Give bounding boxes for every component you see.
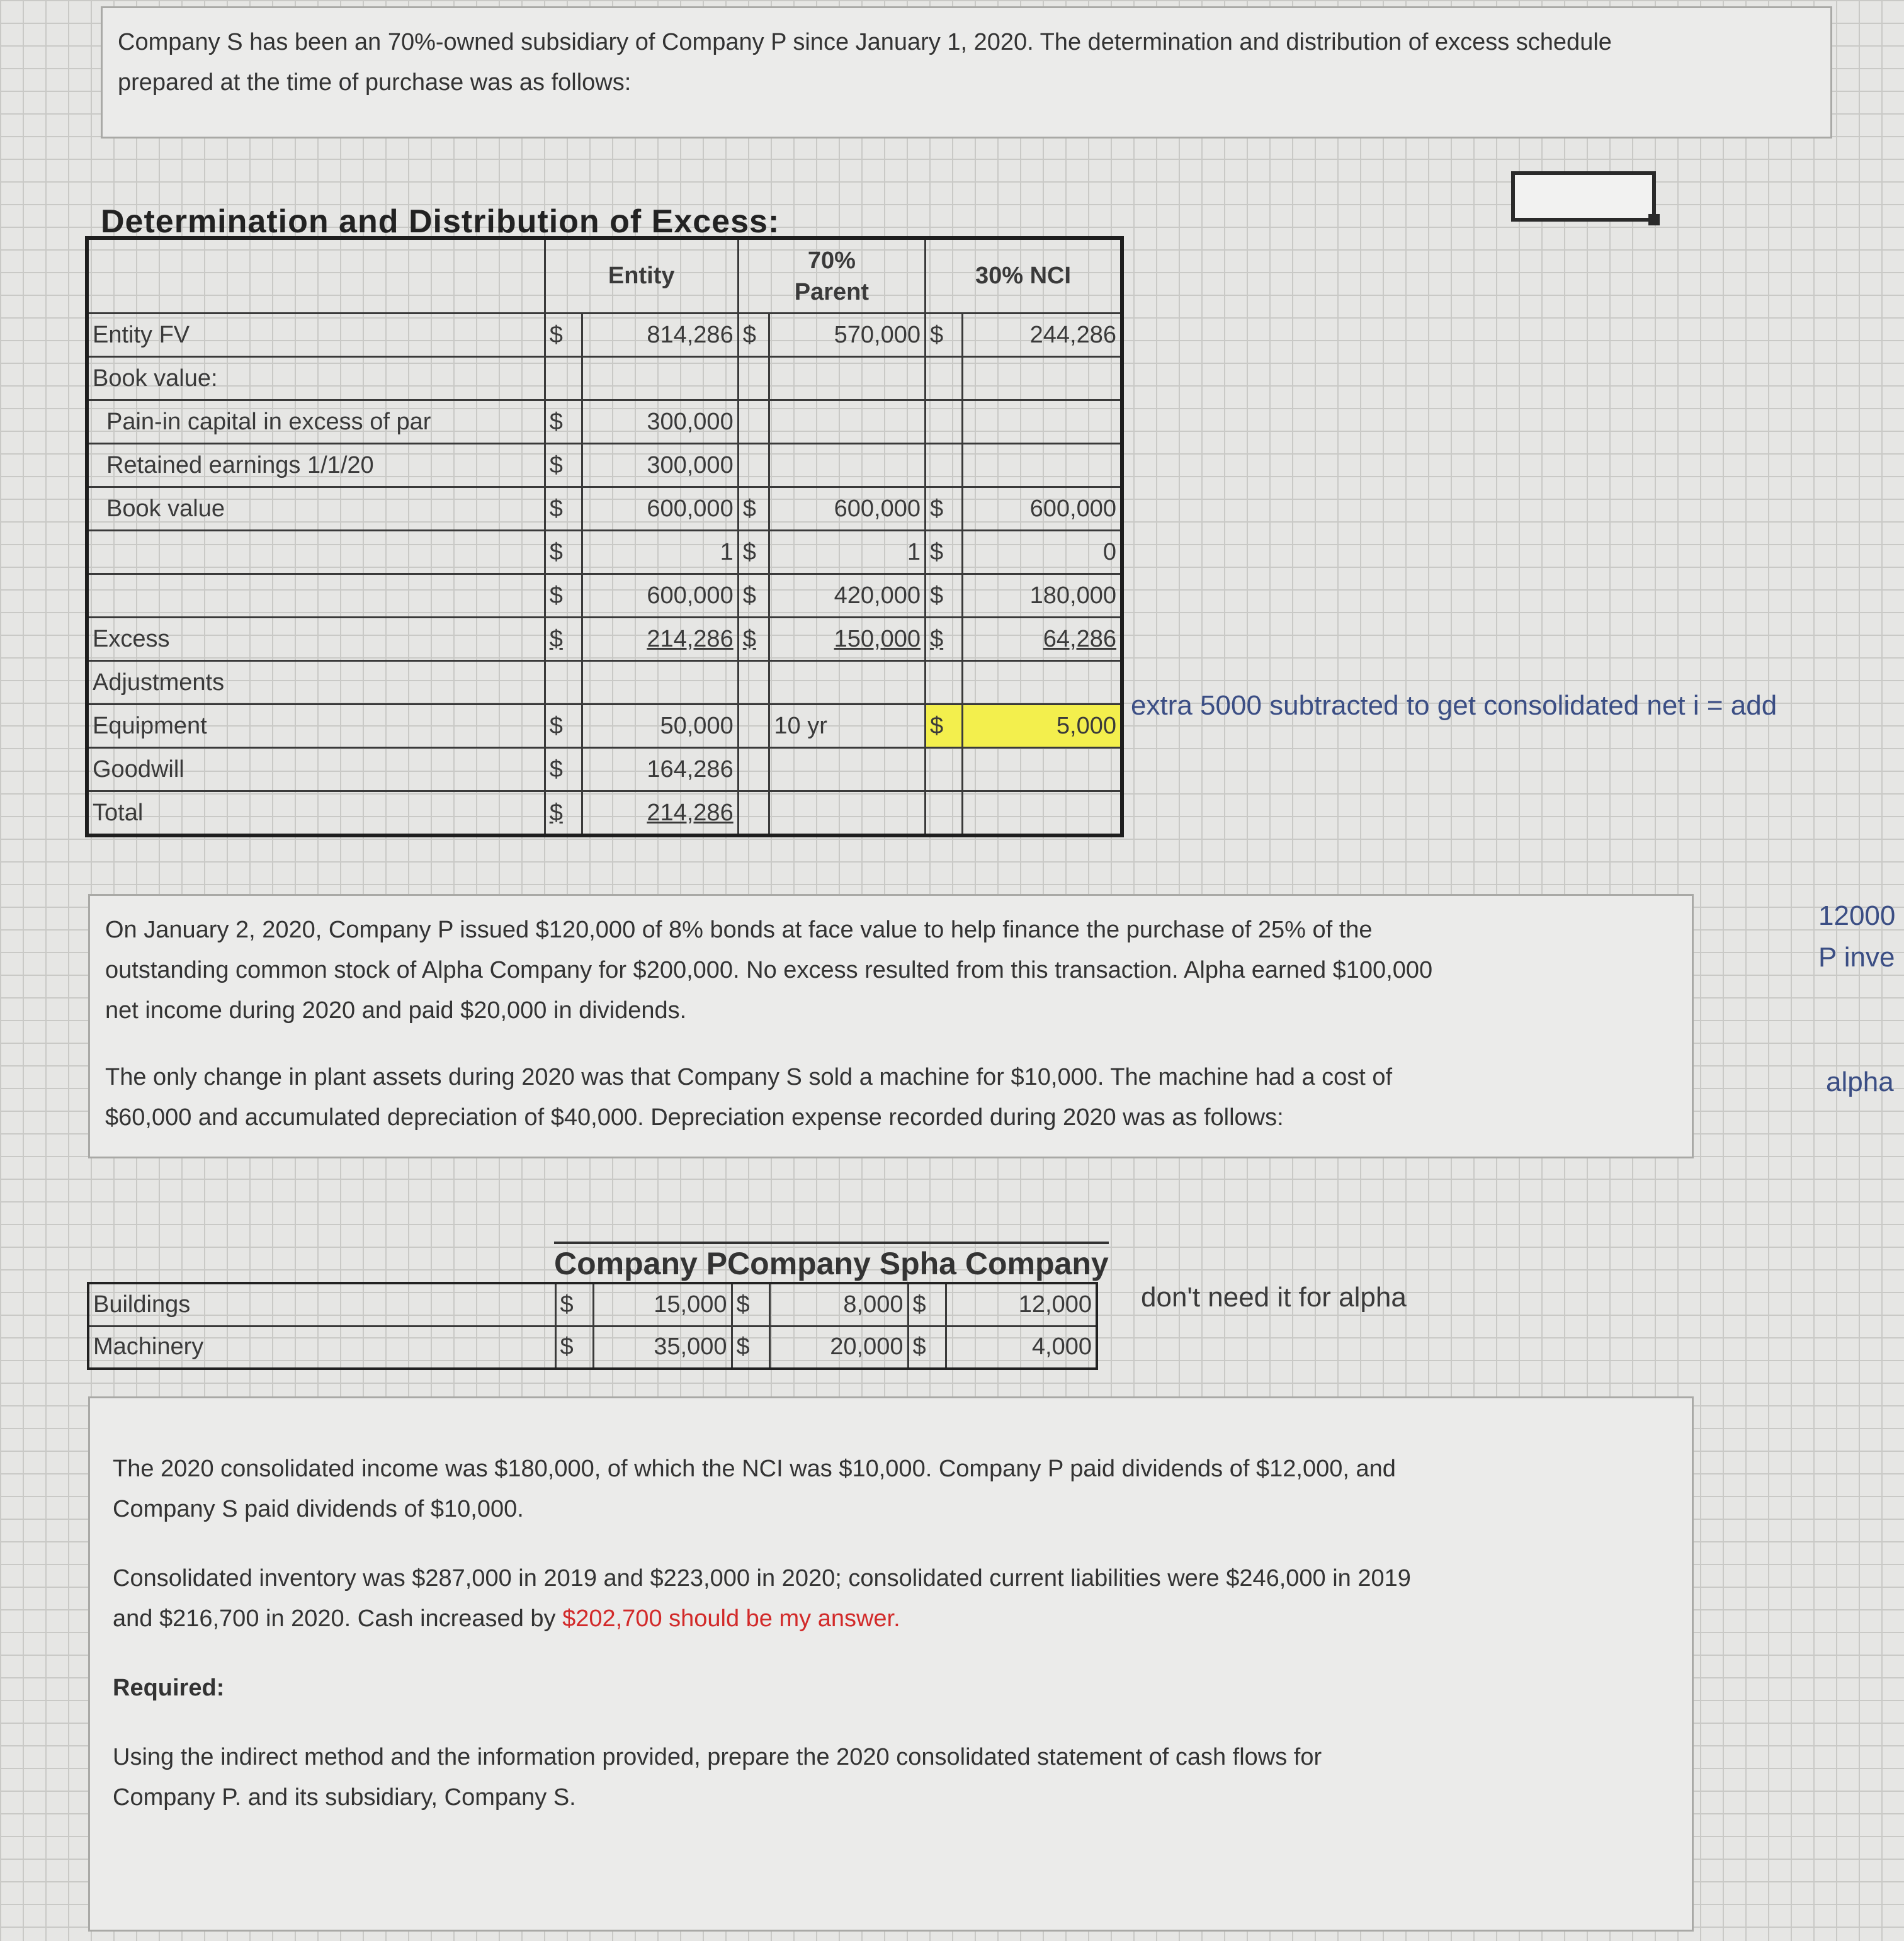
alpha-line-4: The only change in plant assets during 2020 was that Company S sold a machine for $10,000. The machine had a cost of [105,1064,1393,1090]
company-p-value[interactable]: 35,000 [593,1326,732,1369]
nci-value[interactable]: 0 [963,531,1121,574]
company-p-currency[interactable]: $ [555,1283,593,1326]
determination-row [88,661,1121,705]
header-entity[interactable]: Entity [545,239,738,314]
header-parent[interactable] [738,239,925,314]
asset-label[interactable]: Machinery [88,1326,555,1369]
side-note-p-inve: P inve [1818,942,1895,973]
nci-currency[interactable]: $ [926,705,963,748]
alpha-currency[interactable]: $ [908,1283,946,1326]
nci-currency[interactable]: $ [926,487,963,531]
determination-row [88,444,1121,487]
row-label[interactable]: Total [88,791,545,835]
final-textbox[interactable] [88,1396,1694,1932]
entity-currency[interactable]: $ [545,314,582,357]
entity-currency[interactable]: $ [545,574,582,618]
row-label[interactable]: Goodwill [88,748,545,791]
parent-value[interactable] [769,791,926,835]
determination-row [88,574,1121,618]
parent-currency[interactable] [738,661,769,705]
nci-value[interactable]: 5,000 [963,705,1121,748]
parent-currency[interactable]: $ [738,574,769,618]
parent-currency[interactable] [738,444,769,487]
alpha-line-2: outstanding common stock of Alpha Company for $200,000. No excess resulted from this transaction. Alpha earned $100,000 [105,957,1433,983]
parent-currency[interactable]: $ [738,487,769,531]
parent-value[interactable] [769,400,926,444]
row-label[interactable]: Equipment [88,705,545,748]
company-p-currency[interactable]: $ [555,1326,593,1369]
nci-value[interactable] [963,748,1121,791]
side-note-12000: 12000 [1818,900,1896,931]
company-s-value[interactable]: 20,000 [769,1326,908,1369]
alpha-line-3: net income during 2020 and paid $20,000 in dividends. [105,997,687,1024]
entity-currency[interactable]: $ [545,444,582,487]
alpha-value[interactable]: 12,000 [946,1283,1097,1326]
nci-currency[interactable]: $ [926,574,963,618]
row-label[interactable]: Pain-in capital in excess of par [88,400,545,444]
row-label[interactable]: Adjustments [88,661,545,705]
depreciation-row [88,1283,1097,1326]
row-label[interactable]: Book value: [88,357,545,400]
parent-value[interactable]: 150,000 [769,618,926,661]
determination-row [88,531,1121,574]
parent-currency[interactable]: $ [738,531,769,574]
row-label[interactable]: Excess [88,618,545,661]
nci-value[interactable] [963,791,1121,835]
parent-currency[interactable]: $ [738,314,769,357]
entity-value[interactable]: 300,000 [582,444,739,487]
row-label[interactable] [88,531,545,574]
header-parent-pct: 70% [807,247,856,274]
nci-value[interactable]: 180,000 [963,574,1121,618]
determination-table [87,238,1122,835]
parent-currency[interactable] [738,400,769,444]
parent-value[interactable]: 1 [769,531,926,574]
final-line-4-text: and $216,700 in 2020. Cash increased by [113,1605,563,1632]
nci-value[interactable] [963,444,1121,487]
entity-currency[interactable]: $ [545,400,582,444]
entity-value[interactable]: 50,000 [582,705,739,748]
determination-row [88,748,1121,791]
nci-currency[interactable] [926,400,963,444]
company-p-value[interactable]: 15,000 [593,1283,732,1326]
final-line-2: Company S paid dividends of $10,000. [113,1496,524,1522]
depreciation-header-text: Company PCompany Spha Company [554,1246,1109,1281]
nci-currency[interactable]: $ [926,314,963,357]
nci-currency[interactable]: $ [926,618,963,661]
header-row [88,239,1121,314]
depreciation-note: don't need it for alpha [1141,1282,1407,1313]
alpha-line-1: On January 2, 2020, Company P issued $120,000 of 8% bonds at face value to help finance the purchase of 25% of the [105,917,1373,943]
entity-currency[interactable]: $ [545,791,582,835]
entity-value[interactable] [582,661,739,705]
alpha-line-5: $60,000 and accumulated depreciation of $40,000. Depreciation expense recorded during 2020 was as follows: [105,1104,1284,1131]
parent-value[interactable]: 10 yr [769,705,926,748]
header-blank[interactable] [88,239,545,314]
company-s-currency[interactable]: $ [732,1326,769,1369]
final-line-4 [113,1599,1411,1639]
entity-value[interactable]: 1 [582,531,739,574]
answer-note: $202,700 should be my answer. [562,1605,900,1632]
parent-value[interactable]: 420,000 [769,574,926,618]
determination-row [88,705,1121,748]
nci-currency[interactable] [926,661,963,705]
entity-currency[interactable]: $ [545,705,582,748]
header-parent-label: Parent [794,278,869,305]
nci-value[interactable] [963,661,1121,705]
nci-value[interactable]: 64,286 [963,618,1121,661]
nci-value[interactable]: 600,000 [963,487,1121,531]
nci-value[interactable] [963,357,1121,400]
row-label[interactable]: Book value [88,487,545,531]
parent-currency[interactable] [738,748,769,791]
final-line-1: The 2020 consolidated income was $180,000, of which the NCI was $10,000. Company P paid dividends of $12,000, and [113,1456,1396,1482]
determination-row [88,357,1121,400]
company-s-currency[interactable]: $ [732,1283,769,1326]
entity-currency[interactable]: $ [545,487,582,531]
entity-value[interactable] [582,357,739,400]
final-line-6: Company P. and its subsidiary, Company S. [113,1784,576,1811]
parent-currency[interactable] [738,705,769,748]
parent-currency[interactable] [738,791,769,835]
alpha-value[interactable]: 4,000 [946,1326,1097,1369]
parent-currency[interactable]: $ [738,618,769,661]
nci-currency[interactable] [926,748,963,791]
determination-row [88,400,1121,444]
row-label[interactable]: Retained earnings 1/1/20 [88,444,545,487]
nci-value[interactable]: 244,286 [963,314,1121,357]
entity-value[interactable]: 600,000 [582,574,739,618]
alpha-textbox[interactable] [88,894,1694,1158]
depreciation-header [554,1242,1109,1282]
depreciation-row [88,1326,1097,1369]
entity-value[interactable]: 214,286 [582,618,739,661]
parent-currency[interactable] [738,357,769,400]
entity-currency[interactable] [545,661,582,705]
entity-value[interactable]: 300,000 [582,400,739,444]
alpha-currency[interactable]: $ [908,1326,946,1369]
side-note-alpha: alpha [1826,1067,1894,1097]
nci-value[interactable] [963,400,1121,444]
entity-currency[interactable] [545,357,582,400]
determination-row [88,487,1121,531]
asset-label[interactable]: Buildings [88,1283,555,1326]
intro-textbox[interactable] [101,6,1832,139]
parent-value[interactable] [769,357,926,400]
intro-line-1: Company S has been an 70%-owned subsidiary of Company P since January 1, 2020. The determination and distribution of excess schedule [118,29,1612,55]
parent-value[interactable] [769,661,926,705]
entity-currency[interactable]: $ [545,531,582,574]
depreciation-table [87,1282,1098,1370]
nci-currency[interactable]: $ [926,531,963,574]
determination-row [88,791,1121,835]
determination-title: Determination and Distribution of Excess: [101,203,780,240]
final-line-5: Using the indirect method and the information provided, prepare the 2020 consolidated statement of cash flows for [113,1744,1322,1770]
nci-currency[interactable] [926,791,963,835]
row-label[interactable]: Entity FV [88,314,545,357]
fill-handle[interactable] [1648,214,1660,225]
parent-value[interactable]: 570,000 [769,314,926,357]
parent-value[interactable] [769,444,926,487]
nci-currency[interactable] [926,357,963,400]
determination-row [88,618,1121,661]
entity-value[interactable]: 814,286 [582,314,739,357]
intro-line-2: prepared at the time of purchase was as follows: [118,69,632,96]
entity-currency[interactable]: $ [545,748,582,791]
entity-value[interactable]: 600,000 [582,487,739,531]
required-label: Required: [113,1675,225,1701]
company-s-value[interactable]: 8,000 [769,1283,908,1326]
header-nci[interactable]: 30% NCI [926,239,1121,314]
entity-currency[interactable]: $ [545,618,582,661]
row-label[interactable] [88,574,545,618]
parent-value[interactable] [769,748,926,791]
selected-cell[interactable] [1511,171,1656,222]
parent-value[interactable]: 600,000 [769,487,926,531]
entity-value[interactable]: 214,286 [582,791,739,835]
nci-currency[interactable] [926,444,963,487]
equipment-note: extra 5000 subtracted to get consolidated net i = add [1131,690,1777,721]
final-line-3: Consolidated inventory was $287,000 in 2019 and $223,000 in 2020; consolidated current liabilities were $246,000 in 2019 [113,1565,1411,1592]
entity-value[interactable]: 164,286 [582,748,739,791]
determination-row [88,314,1121,357]
